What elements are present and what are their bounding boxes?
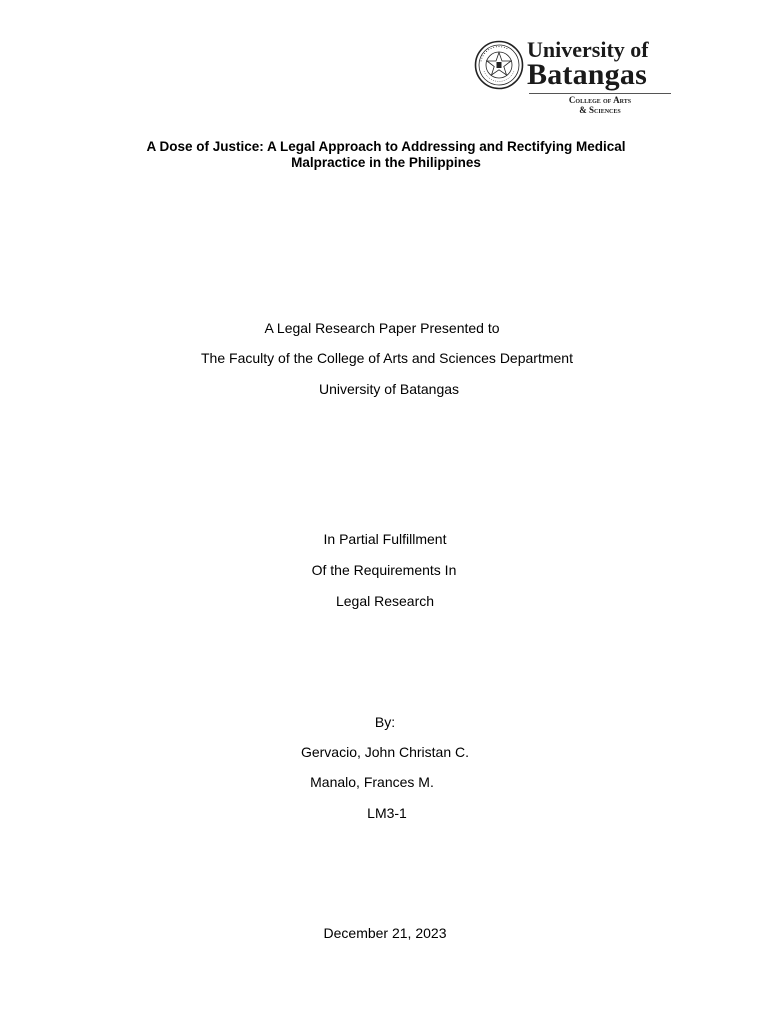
fulfillment-line2: Of the Requirements In bbox=[311, 562, 457, 578]
presentation-line2: The Faculty of the College of Arts and Sciences Department bbox=[201, 350, 573, 366]
paper-title bbox=[60, 139, 712, 171]
university-name-line2: Batangas bbox=[527, 58, 647, 91]
section-code: LM3-1 bbox=[367, 805, 407, 821]
svg-text:• • • • • • • • • • • • •: • • • • • • • • • • • • • bbox=[478, 43, 509, 63]
college-name bbox=[529, 95, 671, 115]
college-name-line2: & Sciences bbox=[579, 105, 621, 115]
author-name-1: Gervacio, John Christan C. bbox=[300, 744, 470, 760]
by-label: By: bbox=[374, 714, 396, 730]
author-name-2: Manalo, Frances M. bbox=[310, 774, 434, 790]
university-name-line1: University of bbox=[527, 37, 649, 62]
fulfillment-line1: In Partial Fulfillment bbox=[323, 531, 447, 547]
paper-title-line1: A Dose of Justice: A Legal Approach to Addressing and Rectifying Medical bbox=[146, 139, 626, 154]
university-seal-icon bbox=[474, 40, 524, 90]
paper-title-line2: Malpractice in the Philippines bbox=[291, 155, 481, 170]
college-name-line1: College of Arts bbox=[568, 95, 632, 105]
university-wordmark bbox=[527, 38, 649, 90]
submission-date: December 21, 2023 bbox=[323, 925, 447, 941]
fulfillment-line3: Legal Research bbox=[335, 593, 435, 609]
college-divider bbox=[529, 93, 671, 94]
presentation-line1: A Legal Research Paper Presented to bbox=[264, 320, 500, 336]
university-logo bbox=[474, 38, 674, 118]
presentation-line3: University of Batangas bbox=[318, 381, 460, 397]
